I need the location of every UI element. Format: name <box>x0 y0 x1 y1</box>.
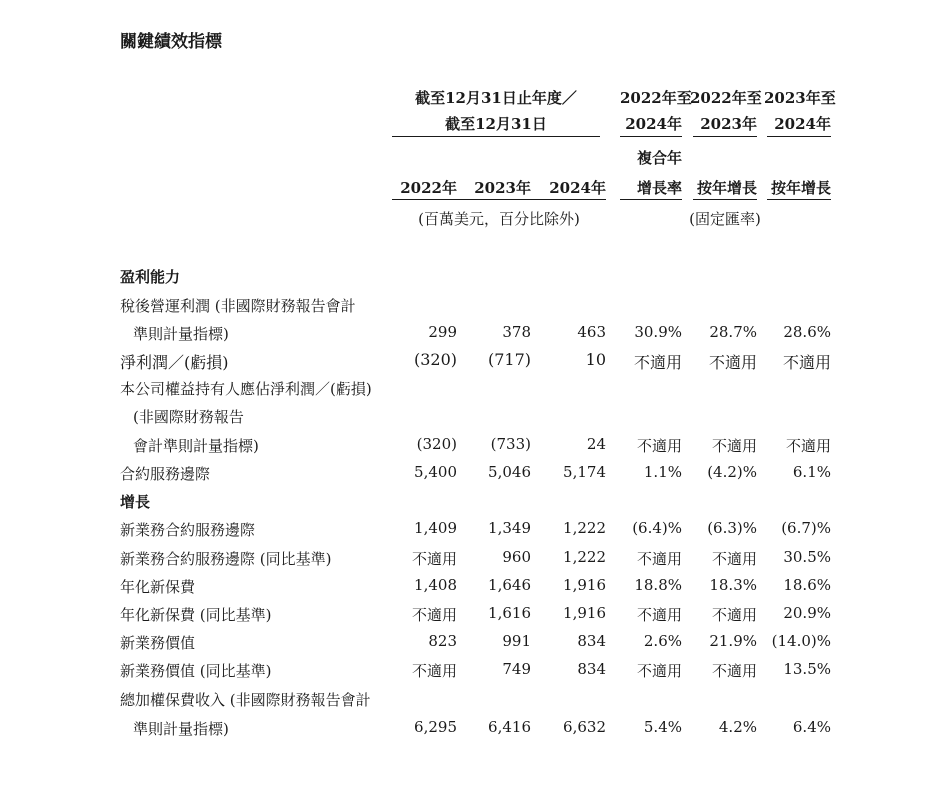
value-yoy-2024: 6.4% <box>792 718 831 736</box>
value-cagr: 不適用 <box>633 353 682 372</box>
value-yoy-2023: 不適用 <box>711 550 757 568</box>
row-label: 新業務合約服務邊際 <box>120 521 256 539</box>
row-label: 合約服務邊際 <box>120 465 211 483</box>
table-row <box>0 689 950 713</box>
value-cagr: 2.6% <box>643 632 682 650</box>
value-yoy-2023: 不適用 <box>708 353 757 372</box>
value-2022: 823 <box>428 632 457 650</box>
value-2023: 1,616 <box>488 604 531 622</box>
value-2023: 1,646 <box>488 576 531 594</box>
value-yoy-2024: 不適用 <box>782 353 831 372</box>
cagr-header-rule <box>620 136 682 137</box>
value-yoy-2023: 18.3% <box>709 576 757 594</box>
value-2024: 6,632 <box>563 718 606 736</box>
page-title: 關鍵績效指標 <box>120 32 222 52</box>
row-label: 準則計量指標) <box>133 325 229 343</box>
value-yoy-2023: 4.2% <box>718 718 757 736</box>
yoy2023-header-rule <box>693 136 757 137</box>
value-yoy-2023: 不適用 <box>711 437 757 455</box>
row-label: 新業務價值 <box>120 634 196 652</box>
value-yoy-2023: (4.2)% <box>707 463 757 481</box>
value-yoy-2024: 6.1% <box>792 463 831 481</box>
row-label: 本公司權益持有人應佔淨利潤／(虧損) <box>120 380 372 398</box>
period-header-line1: 截至12月31日止年度／ <box>415 89 577 107</box>
value-2024: 834 <box>577 632 606 650</box>
yoy2023-header-line1: 2022年至 <box>690 89 762 107</box>
value-2023: (733) <box>490 435 531 453</box>
table-row <box>0 604 950 628</box>
table-row <box>0 576 950 600</box>
yoy2024-header-rule2 <box>767 199 831 200</box>
period-header-rule <box>392 136 600 137</box>
row-label: 年化新保費 (同比基準) <box>120 606 272 624</box>
value-2022: 不適用 <box>411 662 457 680</box>
row-label: (非國際財務報告 <box>133 408 244 426</box>
yoy2024-header-line1: 2023年至 <box>764 89 836 107</box>
value-cagr: 不適用 <box>636 662 682 680</box>
cagr-header-rule2 <box>620 199 682 200</box>
value-yoy-2024: (14.0)% <box>771 632 831 650</box>
value-yoy-2023: 28.7% <box>709 323 757 341</box>
value-2023: 5,046 <box>488 463 531 481</box>
value-2022: (320) <box>413 350 457 369</box>
section-profitability: 盈利能力 <box>120 268 181 286</box>
yoy2023-header-line3: 按年增長 <box>696 179 757 197</box>
value-2024: 10 <box>585 350 606 369</box>
table-row <box>0 406 950 430</box>
value-cagr: 18.8% <box>634 576 682 594</box>
value-2023: 991 <box>502 632 531 650</box>
value-2022: (320) <box>416 435 457 453</box>
unit-note: (百萬美元，百分比除外) <box>418 210 580 228</box>
value-2022: 1,409 <box>414 519 457 537</box>
value-yoy-2023: (6.3)% <box>707 519 757 537</box>
value-2024: 1,916 <box>563 576 606 594</box>
value-2024: 834 <box>577 660 606 678</box>
value-2023: 378 <box>502 323 531 341</box>
value-2022: 299 <box>428 323 457 341</box>
value-2024: 1,916 <box>563 604 606 622</box>
value-yoy-2024: 20.9% <box>783 604 831 622</box>
value-yoy-2023: 不適用 <box>711 662 757 680</box>
table-row <box>0 632 950 656</box>
value-2023: 749 <box>502 660 531 678</box>
yoy2023-header-rule2 <box>693 199 757 200</box>
row-label: 新業務價值 (同比基準) <box>120 662 272 680</box>
col-2022: 2022年 <box>400 179 457 197</box>
value-2024: 463 <box>577 323 606 341</box>
table-row <box>0 718 950 742</box>
value-2024: 1,222 <box>563 519 606 537</box>
value-cagr: 不適用 <box>636 550 682 568</box>
year-header-rule <box>392 199 606 200</box>
value-yoy-2024: 不適用 <box>785 437 831 455</box>
value-2024: 1,222 <box>563 548 606 566</box>
cagr-header-line2: 2024年 <box>625 115 682 133</box>
value-yoy-2024: (6.7)% <box>781 519 831 537</box>
row-label: 會計準則計量指標) <box>133 437 259 455</box>
value-2023: (717) <box>487 350 531 369</box>
value-2022: 不適用 <box>411 606 457 624</box>
row-label: 總加權保費收入 (非國際財務報告會計 <box>120 691 371 709</box>
row-label: 淨利潤／(虧損) <box>120 353 229 372</box>
value-cagr: (6.4)% <box>632 519 682 537</box>
table-row <box>0 378 950 402</box>
value-cagr: 不適用 <box>636 437 682 455</box>
yoy2024-header-line3: 按年增長 <box>770 179 831 197</box>
value-yoy-2023: 21.9% <box>709 632 757 650</box>
value-2023: 1,349 <box>488 519 531 537</box>
table-row <box>0 435 950 459</box>
fx-note: (固定匯率) <box>689 210 761 228</box>
col-2024: 2024年 <box>549 179 606 197</box>
value-2023: 960 <box>502 548 531 566</box>
value-2022: 5,400 <box>414 463 457 481</box>
yoy2023-header-line2: 2023年 <box>700 115 757 133</box>
value-yoy-2024: 28.6% <box>783 323 831 341</box>
value-cagr: 5.4% <box>643 718 682 736</box>
cagr-header-line4: 增長率 <box>636 179 682 197</box>
row-label: 稅後營運利潤 (非國際財務報告會計 <box>120 297 356 315</box>
value-cagr: 不適用 <box>636 606 682 624</box>
value-2022: 1,408 <box>414 576 457 594</box>
yoy2024-header-line2: 2024年 <box>774 115 831 133</box>
value-2022: 6,295 <box>414 718 457 736</box>
value-yoy-2024: 30.5% <box>783 548 831 566</box>
value-yoy-2023: 不適用 <box>711 606 757 624</box>
value-yoy-2024: 13.5% <box>783 660 831 678</box>
yoy2024-header-rule <box>767 136 831 137</box>
table-row <box>0 463 950 487</box>
table-row <box>0 323 950 347</box>
section-growth: 增長 <box>120 493 151 511</box>
row-label: 準則計量指標) <box>133 720 229 738</box>
col-2023: 2023年 <box>474 179 531 197</box>
table-row <box>0 350 950 374</box>
row-label: 年化新保費 <box>120 578 196 596</box>
value-cagr: 1.1% <box>643 463 682 481</box>
value-2023: 6,416 <box>488 718 531 736</box>
cagr-header-line3: 複合年 <box>636 149 682 167</box>
value-2022: 不適用 <box>411 550 457 568</box>
table-row <box>0 660 950 684</box>
row-label: 新業務合約服務邊際 (同比基準) <box>120 550 332 568</box>
table-row <box>0 519 950 543</box>
value-cagr: 30.9% <box>634 323 682 341</box>
cagr-header-line1: 2022年至 <box>620 89 692 107</box>
value-2024: 5,174 <box>563 463 606 481</box>
table-row <box>0 295 950 319</box>
value-yoy-2024: 18.6% <box>783 576 831 594</box>
table-row <box>0 548 950 572</box>
value-2024: 24 <box>586 435 606 453</box>
period-header-line2: 截至12月31日 <box>445 115 547 133</box>
